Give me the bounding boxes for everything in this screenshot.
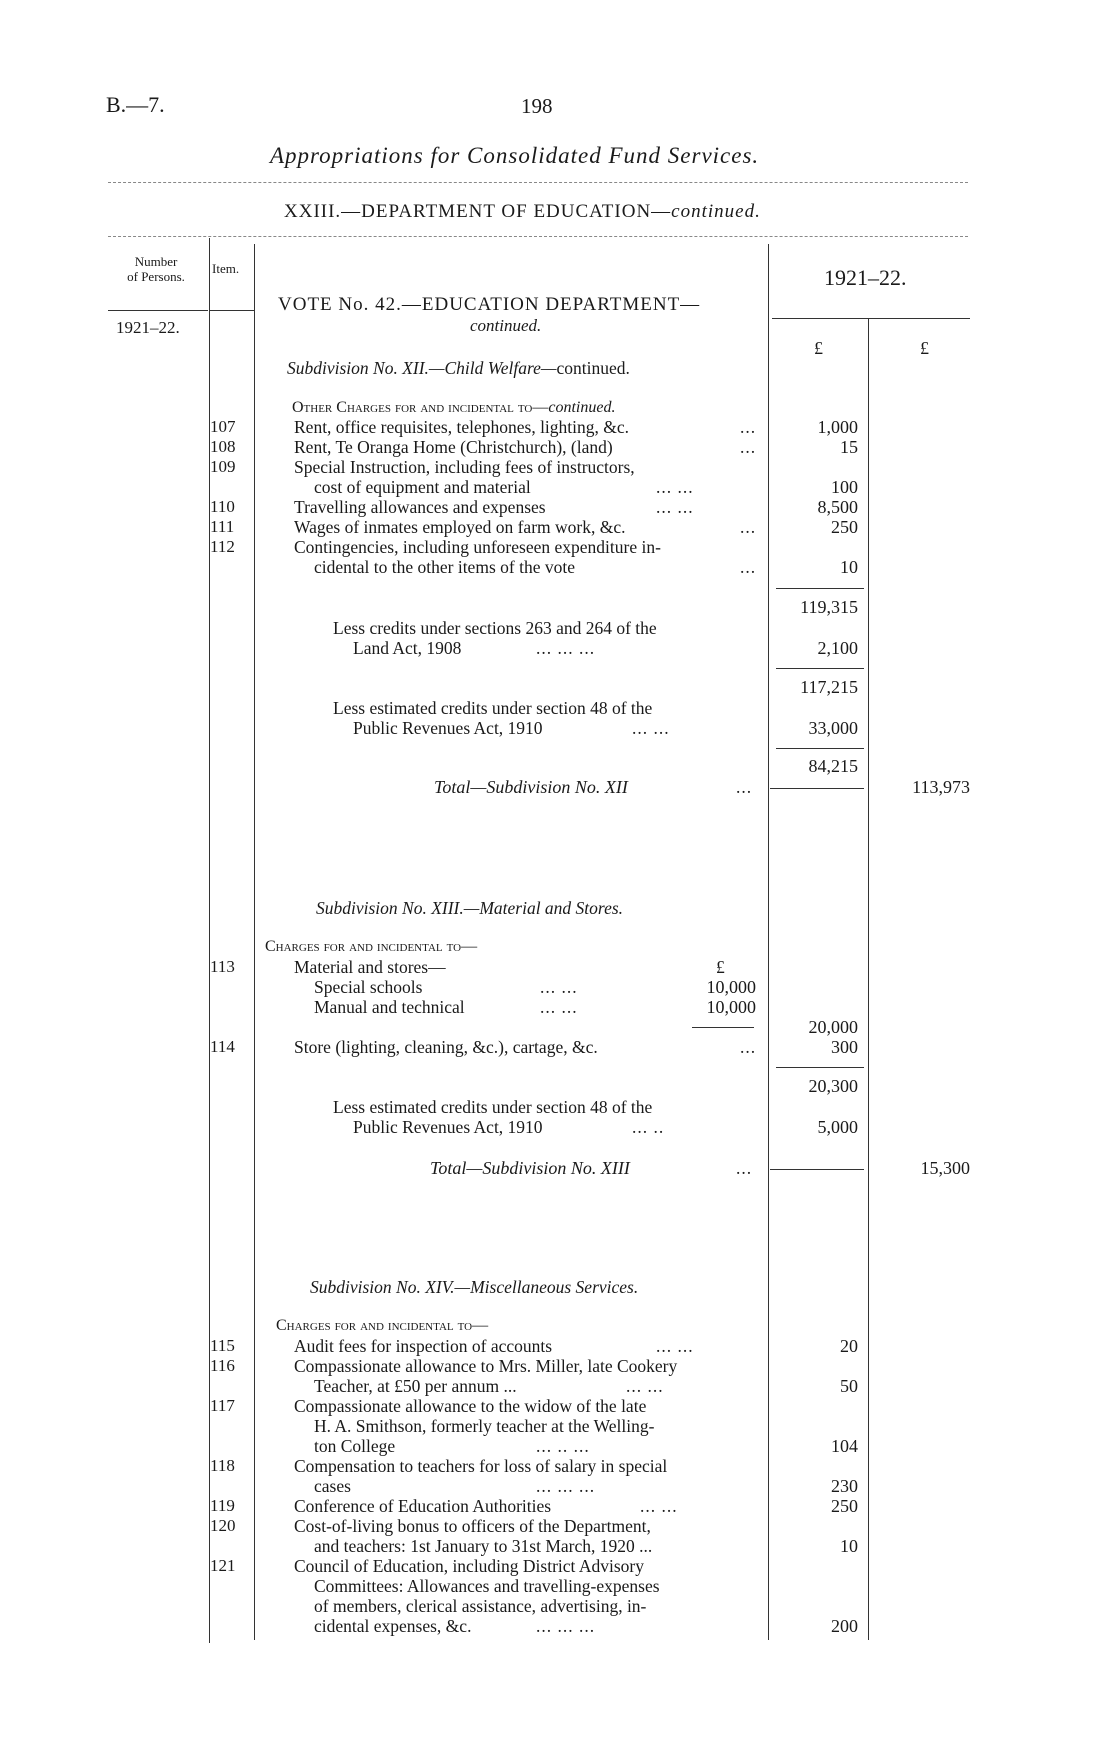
item-description-cont: Committees: Allowances and travelling-expenses	[314, 1576, 660, 1596]
leader-dots: ... ...	[640, 1496, 678, 1516]
header-rule-year	[772, 318, 970, 319]
sub13-total-label: Total—Subdivision No. XIII	[430, 1158, 630, 1178]
header-rule-item	[210, 310, 254, 311]
item-number: 111	[210, 517, 235, 536]
leader-dots: ...	[736, 1158, 753, 1178]
leader-dots: ... ..	[632, 1117, 665, 1137]
item-description: Compassionate allowance to Mrs. Miller, late Cookery	[294, 1356, 678, 1376]
page-number: 198	[521, 94, 553, 118]
rule-amount-total	[868, 318, 869, 1640]
item-amount: 10	[840, 1536, 858, 1556]
item-description-cont: cases	[314, 1476, 351, 1496]
total-rule	[770, 1169, 864, 1170]
item-number: 112	[210, 537, 235, 556]
item-amount: 250	[831, 517, 858, 537]
leader-dots: ... ...	[656, 497, 694, 517]
rule-item-text	[254, 244, 255, 1640]
item-number: 114	[210, 1037, 235, 1056]
vote-continued: continued.	[470, 316, 542, 335]
title-rule	[108, 182, 968, 183]
section-continued: continued.	[671, 201, 761, 222]
header-rule-persons	[108, 310, 208, 311]
sub13-subtotal: 20,300	[808, 1076, 858, 1096]
sub12-heading-title: Subdivision No. XII.—Child Welfare—	[287, 358, 557, 378]
inner-pound-symbol: £	[716, 957, 725, 977]
special-schools-amount: 10,000	[706, 977, 756, 997]
sub12-less-1-line-2: Land Act, 1908	[353, 638, 462, 658]
item-description: Compassionate allowance to the widow of the late	[294, 1396, 647, 1416]
item-number: 120	[210, 1516, 236, 1535]
item-number: 121	[210, 1556, 236, 1575]
item-number: 109	[210, 457, 236, 476]
item-amount: 104	[831, 1436, 858, 1456]
sum-rule	[776, 748, 864, 749]
sub13-charges-heading: Charges for and incidental to—	[265, 938, 478, 955]
leader-dots: ... ... ...	[536, 1476, 596, 1496]
sub12-net-amount: 84,215	[808, 756, 858, 776]
rule-text-amount	[768, 244, 769, 1640]
item-description-cont: and teachers: 1st January to 31st March, 1920 ...	[314, 1536, 653, 1556]
item-description-cont: cidental to the other items of the vote	[314, 557, 575, 577]
sub12-charges-heading	[292, 399, 615, 417]
header-top-rule	[108, 236, 968, 237]
item-description: Cost-of-living bonus to officers of the Department,	[294, 1516, 651, 1536]
special-schools-label: Special schools	[314, 977, 423, 997]
pound-symbol-2: £	[920, 338, 929, 358]
inner-sum-rule	[692, 1027, 754, 1028]
material-stores-label: Material and stores—	[294, 957, 446, 977]
leader-dots: ... .. ...	[536, 1436, 590, 1456]
persons-year: 1921–22.	[116, 318, 180, 337]
item-amount: 10	[840, 557, 858, 577]
leader-dots: ... ...	[540, 997, 578, 1017]
sub12-subtotal-1: 119,315	[800, 597, 858, 617]
item-amount: 100	[831, 477, 858, 497]
sub12-less-2-line-1: Less estimated credits under section 48 of the	[333, 698, 653, 718]
section-heading	[284, 201, 761, 223]
store-cartage-label: Store (lighting, cleaning, &c.), cartage, &c.	[294, 1037, 598, 1057]
item-number: 116	[210, 1356, 235, 1375]
item-amount: 200	[831, 1616, 858, 1636]
persons-column-label	[112, 254, 200, 284]
item-description: Council of Education, including District Advisory	[294, 1556, 644, 1576]
sub13-less-line-2: Public Revenues Act, 1910	[353, 1117, 543, 1137]
pound-symbol-1: £	[814, 338, 823, 358]
sub14-charges-heading: Charges for and incidental to—	[276, 1317, 489, 1334]
sub13-heading: Subdivision No. XIII.—Material and Stores.	[316, 898, 624, 918]
item-description-cont: H. A. Smithson, formerly teacher at the Welling-	[314, 1416, 655, 1436]
leader-dots: ...	[740, 1037, 757, 1057]
item-description: Rent, office requisites, telephones, lighting, &c.	[294, 417, 630, 437]
leader-dots: ...	[740, 437, 757, 457]
sub14-heading: Subdivision No. XIV.—Miscellaneous Services.	[310, 1277, 639, 1297]
leader-dots: ... ...	[540, 977, 578, 997]
item-number: 110	[210, 497, 235, 516]
item-description: Wages of inmates employed on farm work, &c.	[294, 517, 626, 537]
item-description-cont: Teacher, at £50 per annum ...	[314, 1376, 517, 1396]
sum-rule	[776, 588, 864, 589]
item-amount: 15	[840, 437, 858, 457]
section-title: XXIII.—DEPARTMENT OF EDUCATION—	[284, 201, 672, 222]
item-number: 108	[210, 437, 236, 456]
item-description: Special Instruction, including fees of instructors,	[294, 457, 635, 477]
sub12-heading-continued: continued.	[556, 358, 630, 378]
material-stores-total: 20,000	[808, 1017, 858, 1037]
sum-rule	[776, 668, 864, 669]
item-column-label: Item.	[212, 261, 240, 276]
item-amount: 250	[831, 1496, 858, 1516]
leader-dots: ...	[740, 417, 757, 437]
item-amount: 20	[840, 1336, 858, 1356]
leader-dots: ...	[740, 557, 757, 577]
leader-dots: ... ...	[626, 1376, 664, 1396]
item-amount: 1,000	[817, 417, 858, 437]
sub13-total-amount: 15,300	[920, 1158, 970, 1178]
item-description: Compensation to teachers for loss of salary in special	[294, 1456, 668, 1476]
leader-dots: ...	[736, 777, 753, 797]
leader-dots: ... ... ...	[536, 1616, 596, 1636]
leader-dots: ...	[740, 517, 757, 537]
sub12-less-2-amount: 33,000	[808, 718, 858, 738]
sub12-charges-title: Other Charges for and incidental to—	[292, 399, 549, 416]
leader-dots: ... ...	[632, 718, 670, 738]
sub13-less-line-1: Less estimated credits under section 48 of the	[333, 1097, 653, 1117]
item-description-cont: of members, clerical assistance, advertising, in-	[314, 1596, 647, 1616]
leader-dots: ... ... ...	[536, 638, 596, 658]
item-description-cont: cidental expenses, &c.	[314, 1616, 472, 1636]
sum-rule	[776, 1067, 864, 1068]
sub12-less-2-line-2: Public Revenues Act, 1910	[353, 718, 543, 738]
item-description: Conference of Education Authorities	[294, 1496, 552, 1516]
sub12-heading	[287, 358, 630, 379]
persons-label-line-1: Number	[134, 254, 178, 269]
sub12-subtotal-2: 117,215	[800, 677, 858, 697]
leader-dots: ... ...	[656, 477, 694, 497]
sub12-total-amount: 113,973	[912, 777, 970, 797]
store-cartage-amount: 300	[831, 1037, 858, 1057]
sub12-total-label: Total—Subdivision No. XII	[434, 777, 628, 797]
sub13-less-amount: 5,000	[817, 1117, 858, 1137]
item-description: Contingencies, including unforeseen expenditure in-	[294, 537, 661, 557]
vote-title: VOTE No. 42.—EDUCATION DEPARTMENT—	[278, 294, 701, 315]
item-number: 118	[210, 1456, 235, 1475]
item-number: 119	[210, 1496, 235, 1515]
item-description-cont: cost of equipment and material	[314, 477, 531, 497]
year-column-header: 1921–22.	[824, 265, 907, 290]
item-number: 107	[210, 417, 236, 436]
item-description: Travelling allowances and expenses	[294, 497, 546, 517]
total-rule	[770, 788, 864, 789]
item-amount: 50	[840, 1376, 858, 1396]
item-number: 117	[210, 1396, 235, 1415]
sub12-charges-continued: continued.	[548, 399, 616, 416]
manual-technical-amount: 10,000	[706, 997, 756, 1017]
item-description: Audit fees for inspection of accounts	[294, 1336, 553, 1356]
item-description: Rent, Te Oranga Home (Christchurch), (land)	[294, 437, 613, 457]
sub12-less-1-line-1: Less credits under sections 263 and 264 of the	[333, 618, 657, 638]
item-description-cont: ton College	[314, 1436, 396, 1456]
item-number: 113	[210, 957, 235, 976]
sub12-less-1-amount: 2,100	[817, 638, 858, 658]
item-amount: 8,500	[817, 497, 858, 517]
item-amount: 230	[831, 1476, 858, 1496]
leader-dots: ... ...	[656, 1336, 694, 1356]
persons-label-line-2: of Persons.	[127, 269, 185, 284]
item-number: 115	[210, 1336, 235, 1355]
manual-technical-label: Manual and technical	[314, 997, 465, 1017]
page-title: Appropriations for Consolidated Fund Services.	[270, 143, 760, 168]
document-reference: B.—7.	[106, 92, 165, 117]
